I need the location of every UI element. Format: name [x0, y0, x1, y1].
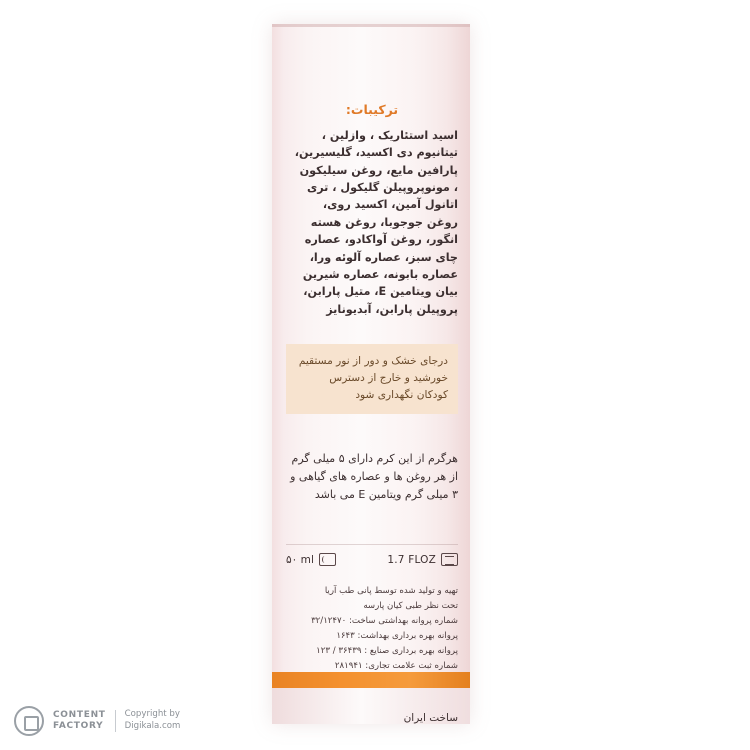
ingredients-title: ترکیبات: — [345, 102, 399, 117]
legal-line: تحت نظر طبی کیان پارسه — [363, 601, 458, 612]
content-factory-logo-icon — [14, 706, 44, 736]
legal-line: تهیه و تولید شده توسط پانی طب آریا — [324, 586, 458, 597]
volume-row — [286, 544, 458, 566]
volume-metric — [286, 553, 336, 566]
ingredients-list: اسید استئاریک ، وازلین ، تیتانیوم دی اکسید، گلیسیرین، پارافین مایع، روغن سیلیکون ، مونوپروپیلن گلیکول ، تری اتانول آمین، اکسید روی، روغن جوجوبا، روغن هسته انگور، روغن آواکادو، عصاره چای سبز، عصاره آلوئه ورا، عصاره بابونه، عصاره شیرین بیان ویتامین E، متیل پارابن، پروپیلن پارابن، آبدیونایز — [294, 129, 458, 316]
watermark-brand-line2: FACTORY — [53, 721, 104, 731]
legal-information — [286, 584, 458, 674]
legal-line: پروانه بهره برداری بهداشت: ۱۶۴۳ — [336, 631, 458, 642]
watermark-copyright-line1: Copyright by — [124, 709, 180, 720]
watermark-divider — [115, 710, 116, 732]
watermark-brand-line1: CONTENT — [53, 709, 106, 720]
watermark-copyright — [125, 709, 181, 732]
legal-line: شماره ثبت علامت تجاری: ۲۸۱۹۴۱ — [334, 661, 458, 672]
country-of-origin: ساخت ایران — [403, 712, 458, 725]
watermark — [14, 706, 180, 736]
volume-metric-label: ۵۰ ml — [286, 553, 315, 566]
legal-line: پروانه بهره برداری صنایع : ۳۶۴۳۹ / ۱۲۳ — [316, 646, 458, 657]
legal-line: شماره پروانه بهداشتی ساخت: ۳۲/۱۲۴۷۰ — [311, 616, 458, 627]
dosage-information: هرگرم از این کرم دارای ۵ میلی گرم از هر روغن ها و عصاره های گیاهی و ۳ میلی گرم ویتامین E می باشد — [290, 451, 458, 502]
watermark-brand — [53, 710, 106, 733]
fluid-ounce-icon — [441, 553, 458, 566]
estimated-sign-icon — [319, 553, 336, 566]
volume-imperial — [387, 553, 458, 566]
watermark-copyright-line2: Digikala.com — [124, 721, 181, 731]
volume-imperial-label: 1.7 FLOZ — [387, 553, 436, 566]
package-back-panel — [286, 24, 458, 724]
storage-instructions: درجای خشک و دور از نور مستقیم خورشید و خارج از دسترس کودکان نگهداری شود — [286, 344, 458, 414]
